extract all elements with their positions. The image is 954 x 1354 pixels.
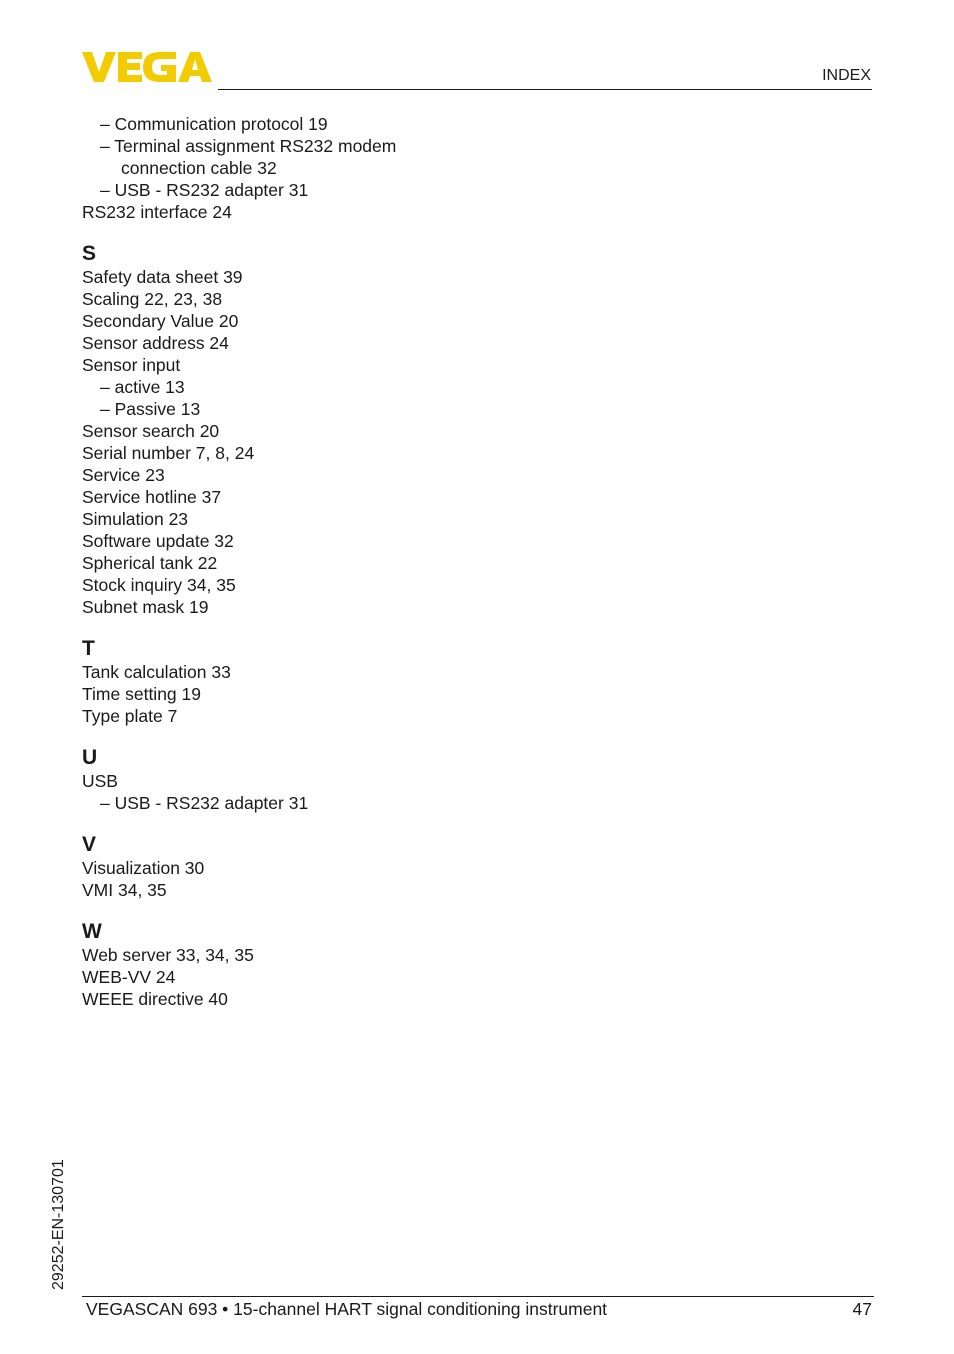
index-entry: Tank calculation 33 [82, 662, 231, 682]
index-entry: Safety data sheet 39 [82, 267, 243, 287]
index-subentry: – USB - RS232 adapter 31 [100, 793, 309, 813]
index-letter-heading: S [82, 242, 97, 265]
index-entry: Sensor input [82, 355, 181, 375]
index-entry: Secondary Value 20 [82, 311, 239, 331]
index-entry: Type plate 7 [82, 706, 178, 726]
footer-title: VEGASCAN 693 • 15-channel HART signal conditioning instrument [86, 1299, 608, 1319]
section-label: INDEX [822, 67, 871, 84]
index-entry: VMI 34, 35 [82, 880, 167, 900]
index-entry: Simulation 23 [82, 509, 189, 529]
index-list [82, 113, 582, 1010]
index-subentry: – Terminal assignment RS232 modem [100, 136, 397, 156]
index-letter-heading: V [82, 833, 97, 856]
index-entry: Visualization 30 [82, 858, 205, 878]
index-letter-heading: U [82, 746, 98, 769]
index-subentry: – active 13 [100, 377, 185, 397]
index-entry: WEB-VV 24 [82, 967, 176, 987]
vega-logo [82, 50, 212, 84]
index-entry: Sensor search 20 [82, 421, 220, 441]
index-subentry: connection cable 32 [121, 158, 277, 178]
index-subentry: – Communication protocol 19 [100, 114, 328, 134]
index-entry: Web server 33, 34, 35 [82, 945, 254, 965]
index-entry: WEEE directive 40 [82, 989, 228, 1009]
index-entry: Software update 32 [82, 531, 234, 551]
index-entry: Time setting 19 [82, 684, 201, 704]
index-entry: Subnet mask 19 [82, 597, 209, 617]
index-letter-heading: W [82, 920, 102, 943]
header-rule [218, 89, 872, 90]
index-entry: Sensor address 24 [82, 333, 229, 353]
document-id: 29252-EN-130701 [50, 1159, 67, 1290]
index-entry: USB [82, 771, 118, 791]
index-entry: Service 23 [82, 465, 165, 485]
index-entry: RS232 interface 24 [82, 202, 232, 222]
footer-rule [82, 1296, 874, 1297]
index-entry: Service hotline 37 [82, 487, 222, 507]
index-subentry: – USB - RS232 adapter 31 [100, 180, 309, 200]
index-subentry: – Passive 13 [100, 399, 201, 419]
index-entry: Stock inquiry 34, 35 [82, 575, 236, 595]
index-entry: Scaling 22, 23, 38 [82, 289, 223, 309]
index-letter-heading: T [82, 637, 95, 660]
index-entry: Serial number 7, 8, 24 [82, 443, 255, 463]
page-number: 47 [852, 1299, 872, 1319]
index-entry: Spherical tank 22 [82, 553, 218, 573]
